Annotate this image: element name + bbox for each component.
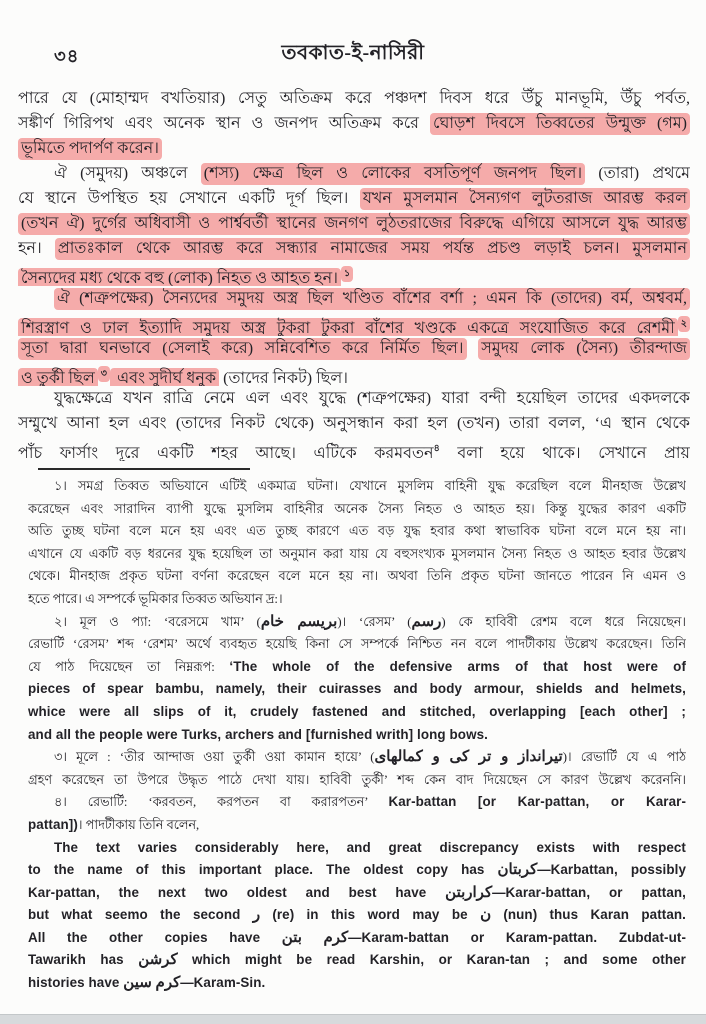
arabic-text: ر — [252, 907, 261, 924]
text-line — [18, 361, 690, 386]
text-line — [28, 724, 686, 747]
text-segment: রেভার্টি ‘রেসম’ শব্দ ‘রেশম’ অর্থে ব্যবহৃত হয়েছি কিনা সে সম্পর্কে নিশ্চিত নন বলে পাদটীকায় উল্লেখ করেছেন। তিনি — [28, 637, 686, 652]
text-line — [28, 882, 686, 905]
english-text: to the name of this important place. The oldest copy has — [28, 862, 498, 878]
english-text: (re) in this word may be — [260, 907, 481, 923]
english-text: ‘The whole of the defensive arms of that host were of — [229, 658, 686, 674]
english-text: whice were all slips of it, crudely fastened and stitched, overlapping [each other] ; — [28, 703, 686, 719]
highlighted-text: যখন মুসলমান সৈন্যগণ লুটতরাজ আরম্ভ করল — [360, 188, 690, 210]
highlighted-text: (শস্য) ক্ষেত্র ছিল ও লোকের বসতিপূর্ণ জনপদ ছিল। — [201, 163, 585, 185]
english-text: pieces of spear bambu, namely, their cuirasses and body armour, shields and helmets, — [28, 681, 686, 697]
english-text: Kar-pattan, the next two oldest and best have — [28, 884, 446, 900]
highlighted-text: সমুদয় লোক (সৈন্য) তীরন্দাজ — [478, 338, 690, 360]
highlighted-text: সূতা দ্বারা ঘনভাবে (সেলাই করে) সন্নিবেশিত করে নির্মিত ছিল। — [18, 338, 467, 360]
english-text: and all the people were Turks, archers and [furnished writh] long bows. — [28, 726, 488, 742]
text-line — [28, 837, 686, 860]
text-line — [28, 746, 686, 769]
arabic-text: كرم بتن — [281, 929, 349, 946]
highlighted-text: ৩ — [98, 366, 110, 382]
text-line — [28, 904, 686, 927]
text-segment — [467, 340, 479, 357]
text-segment: । পাদটীকায় তিনি বলেন, — [77, 817, 200, 832]
text-segment: হন। — [18, 240, 55, 257]
arabic-text: كرم سين — [123, 975, 181, 992]
text-segment: যে পাঠ দিয়েছেন তা নিম্নরূপ: — [28, 659, 230, 674]
english-text: but what seemo the second — [28, 907, 253, 923]
text-segment: যুদ্ধক্ষেত্রে যখন রাত্রি নেমে এল এবং যুদ্ধে (শত্রুপক্ষের) যারা বন্দী হয়েছিল তাদের একদলকে — [54, 390, 690, 407]
text-line — [18, 436, 690, 461]
english-text: histories have — [28, 975, 124, 991]
text-line — [28, 859, 686, 882]
text-line — [28, 814, 686, 837]
text-segment: পারে যে (মোহাম্মদ বখতিয়ার) সেতু অতিক্রম করে পঞ্চদশ দিবস ধরে উঁচু মানভূমি, উঁচু পর্বত, — [18, 90, 690, 107]
text-segment: এখানে যে একটি বড় ধরনের যুদ্ধ হয়েছিল তা অনুমান করা যায় যে বহুসংখ্যক মুসলমান সৈন্য নিহত ও আহত হবার উল্লেখ — [28, 546, 686, 561]
text-line — [28, 475, 686, 498]
text-segment: হতে পারে। এ সম্পর্কে ভূমিকার তিব্বত অভিযান দ্র:। — [28, 591, 283, 606]
text-line — [18, 236, 690, 261]
text-line — [28, 543, 686, 566]
text-segment: সম্মুখে আনা হল এবং (তাদের নিকট থেকে) অনুসন্ধান করা হল (তখন) তারা বলল, ‘এ স্থান থেকে — [18, 415, 690, 432]
text-line — [18, 411, 690, 436]
text-segment: যে স্থানে উপস্থিত হয় সেখানে একটি দূর্গ ছিল। — [18, 190, 360, 207]
english-text: Kar-battan [or Kar-pattan, or Karar- — [388, 794, 686, 810]
text-line — [18, 111, 690, 136]
text-line — [18, 161, 690, 186]
text-line — [28, 949, 686, 972]
text-line — [28, 678, 686, 701]
highlighted-text: এবং সুদীর্ঘ ধনুক — [110, 368, 219, 386]
text-line — [28, 520, 686, 543]
text-line — [28, 656, 686, 679]
text-segment: (তারা) প্রথমে — [585, 165, 690, 182]
highlighted-text: ভূমিতে পদার্পণ করেন। — [18, 138, 162, 160]
text-segment: সঙ্কীর্ণ গিরিপথ এবং অনেক স্থান ও জনপদ অতিক্রম করে — [18, 115, 431, 132]
body-text — [18, 86, 690, 461]
highlighted-text: শিরস্ত্রাণ ও ঢাল ইত্যাদি সমুদয় অস্ত্র টুকরা টুকরা বাঁশের খণ্ডকে একত্রে সংযোজিত করে রেশমী — [18, 318, 678, 336]
text-segment: থেকে। মীনহাজ প্রকৃত ঘটনা বর্ণনা করেছেন বলে মনে হয় না। অথবা তিনি প্রকৃত ঘটনা জানতে পারেন নি এমন ও — [28, 569, 686, 584]
english-text: pattan]) — [28, 816, 78, 832]
highlighted-text: ১ — [341, 266, 353, 282]
english-text: (nun) thus Karan pattan. — [491, 907, 686, 923]
text-line — [18, 311, 690, 336]
page-title: তবকাত-ই-নাসিরী — [281, 42, 425, 64]
english-text: —Karbattan, possibly — [537, 862, 686, 878]
arabic-text: كراربتن — [445, 884, 493, 901]
highlighted-text: (তখন ঐ) দুর্গের অধিবাসী ও পার্শ্ববর্তী স্থানের জনগণ লুঠতরাজের বিরুদ্ধে এগিয়ে আসলে যুদ্ধ আরম্ভ — [18, 213, 690, 235]
text-line — [28, 611, 686, 634]
text-segment: করেছেন এবং সারাদিন ব্যাপী যুদ্ধে মুসলিম বাহিনীর অনেক সৈন্য নিহত ও আহত হয়। কিন্তু যুদ্ধের কারণ একটি — [28, 501, 686, 516]
arabic-text: بريسم خام — [260, 613, 338, 630]
english-text: All the other copies have — [28, 929, 282, 945]
highlighted-text: প্রাতঃকাল থেকে আরম্ভ করে সন্ধ্যার নামাজের সময় পর্যন্ত প্রচণ্ড লড়াই চলন। মুসলমান — [55, 238, 690, 260]
text-line — [18, 336, 690, 361]
text-line — [18, 86, 690, 111]
english-text: which might be read Karshin, or Karan-tan ; and some other — [177, 952, 686, 968]
text-line — [28, 769, 686, 792]
text-line — [18, 261, 690, 286]
text-segment: )। রেভার্টি যে এ পাঠ — [562, 750, 686, 765]
text-segment: ঐ (সমুদয়) অঞ্চলে — [54, 165, 201, 182]
text-segment: (তাদের নিকট) ছিল। — [219, 370, 349, 386]
text-segment: ৩। মূলে : ‘তীর আন্দাজ ওয়া তুর্কী ওয়া কামান হায়ে’ ( — [54, 750, 375, 765]
highlighted-text: ঘোড়শ দিবসে তিব্বতের উন্মুক্ত (গম) — [430, 113, 690, 135]
english-text: Tawarikh has — [28, 952, 139, 968]
arabic-text: كربتان — [497, 862, 538, 879]
text-line — [28, 972, 686, 995]
text-segment: পাঁচ ফার্সাং দূরে একটি শহর আছে। এটিকে করমবতন — [18, 445, 434, 461]
highlighted-text: ঐ (শত্রুপক্ষের) সৈন্যদের সমুদয় অস্ত্র ছিল খণ্ডিত বাঁশের বর্শা ; এমন কি (তাদের) বর্ম, অশ্ববর্ম, — [54, 288, 690, 310]
highlighted-text: ২ — [678, 316, 690, 332]
text-line — [28, 927, 686, 950]
text-segment: গ্রহণ করেছেন তা উপরে উদ্ধৃত পাঠে দেখা যায়। হাবিবী তুর্কী’ শব্দ কেন বাদ দিয়েছেন সে কারণ উল্লেখ করেননি। — [28, 772, 686, 787]
arabic-text: ن — [480, 907, 492, 924]
english-text: —Karar-battan, or pattan, — [492, 884, 686, 900]
text-segment: ১। সমগ্র তিব্বত অভিযানে এটিই একমাত্র ঘটনা। যেখানে মুসলিম বাহিনী যুদ্ধ করেছিল বলে মীনহাজ উল্লেখ — [54, 479, 686, 493]
text-line — [18, 186, 690, 211]
footnote-separator — [38, 468, 250, 470]
highlighted-text: ও তুর্কী ছিল — [18, 368, 98, 386]
text-line — [28, 498, 686, 521]
arabic-text: كرشن — [138, 952, 178, 969]
footnotes-section — [28, 475, 686, 995]
english-text: —Karam-battan or Karam-pattan. Zubdat-ut- — [348, 929, 686, 945]
english-text: The text varies considerably here, and great discrepancy exists with respect — [54, 839, 686, 855]
text-line — [18, 136, 690, 161]
text-line — [28, 791, 686, 814]
text-line — [28, 701, 686, 724]
text-line — [28, 633, 686, 656]
page-header — [20, 38, 686, 72]
page-number: ৩৪ — [54, 46, 80, 66]
text-line — [18, 286, 690, 311]
text-segment: )। ‘রেসম’ ( — [337, 614, 412, 629]
highlighted-text: সৈন্যদের মধ্য থেকে বহু (লোক) নিহত ও আহত হন। — [18, 268, 341, 286]
text-segment: ৪। রেভার্টি: ‘করবতন, করপতন বা করারপতন’ — [54, 795, 389, 810]
scan-edge-bar — [0, 1014, 706, 1024]
text-segment: বলা হয়ে থাকে। সেখানে প্রায় — [439, 445, 690, 461]
text-line — [18, 386, 690, 411]
text-line — [28, 588, 686, 611]
text-line — [18, 211, 690, 236]
text-segment: ) কে হাবিবী রেশম বলে ধরে নিয়েছেন। — [441, 614, 686, 629]
text-segment: ২। মূল ও প্যা: ‘বরেসমে খাম’ ( — [54, 614, 261, 629]
arabic-text: رسم — [411, 613, 442, 630]
arabic-text: تيرانداز و تر كى و كمالهاى — [374, 749, 563, 766]
text-line — [28, 565, 686, 588]
english-text: —Karam-Sin. — [180, 975, 266, 991]
text-segment: অতি তুচ্ছ ঘটনা বলে মনে হয় এবং এত তুচ্ছ কারণে এত বড় যুদ্ধ হবার কথা স্বাভাবিক ঘটনা বলে মনে হয় না। — [28, 524, 686, 539]
footnote-marker: ৪ — [433, 443, 440, 454]
